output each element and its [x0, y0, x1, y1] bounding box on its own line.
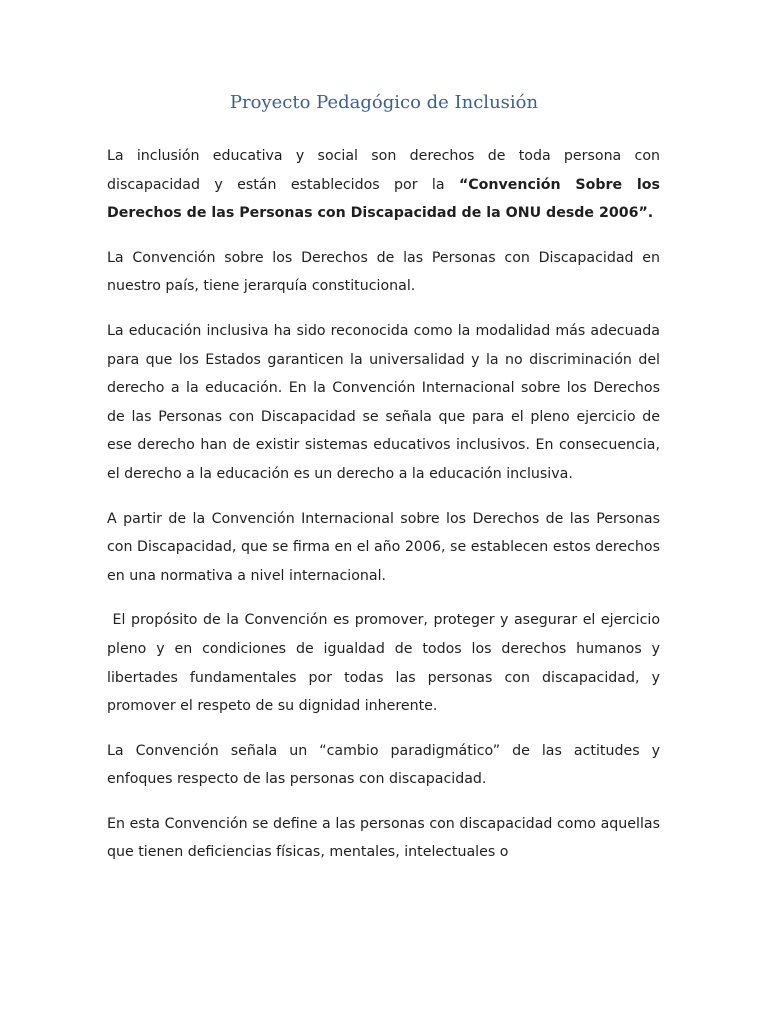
paragraph-1-bold-text: “Convención Sobre los Derechos de las Personas con Discapacidad de la ONU desde 2006”. [107, 176, 660, 222]
paragraph-7: En esta Convención se define a las personas con discapacidad como aquellas que tienen deficiencias físicas, mentales, intelectuales o [107, 815, 660, 861]
paragraph-1 [107, 142, 660, 228]
paragraph-6: La Convención señala un “cambio paradigmático” de las actitudes y enfoques respecto de las personas con discapacidad. [107, 742, 660, 788]
paragraph-5: El propósito de la Convención es promover, proteger y asegurar el ejercicio pleno y en condiciones de igualdad de todos los derechos humanos y libertades fundamentales por todas las personas con discapacidad, y promover el respeto de su dignidad inherente. [107, 612, 665, 715]
paragraph-2: La Convención sobre los Derechos de las Personas con Discapacidad en nuestro país, tiene jerarquía constitucional. [107, 249, 660, 295]
document-body [107, 142, 665, 867]
document-title: Proyecto Pedagógico de Inclusión [229, 92, 539, 113]
paragraph-1-text: La inclusión educativa y social son derechos de toda persona con discapacidad y están establecidos por la [107, 148, 660, 193]
paragraph-4: A partir de la Convención Internacional sobre los Derechos de las Personas con Discapacidad, que se firma en el año 2006, se establecen estos derechos en una normativa a nivel internacional. [107, 510, 660, 584]
paragraph-3: La educación inclusiva ha sido reconocida como la modalidad más adecuada para que los Estados garanticen la universalidad y la no discriminación del derecho a la educación. En la Convención Internacional sobre los Derechos de las Personas con Discapacidad se señala que para el pleno ejercicio de ese derecho han de existir sistemas educativos inclusivos. En consecuencia, el derecho a la educación es un derecho a la educación inclusiva. [107, 322, 660, 482]
